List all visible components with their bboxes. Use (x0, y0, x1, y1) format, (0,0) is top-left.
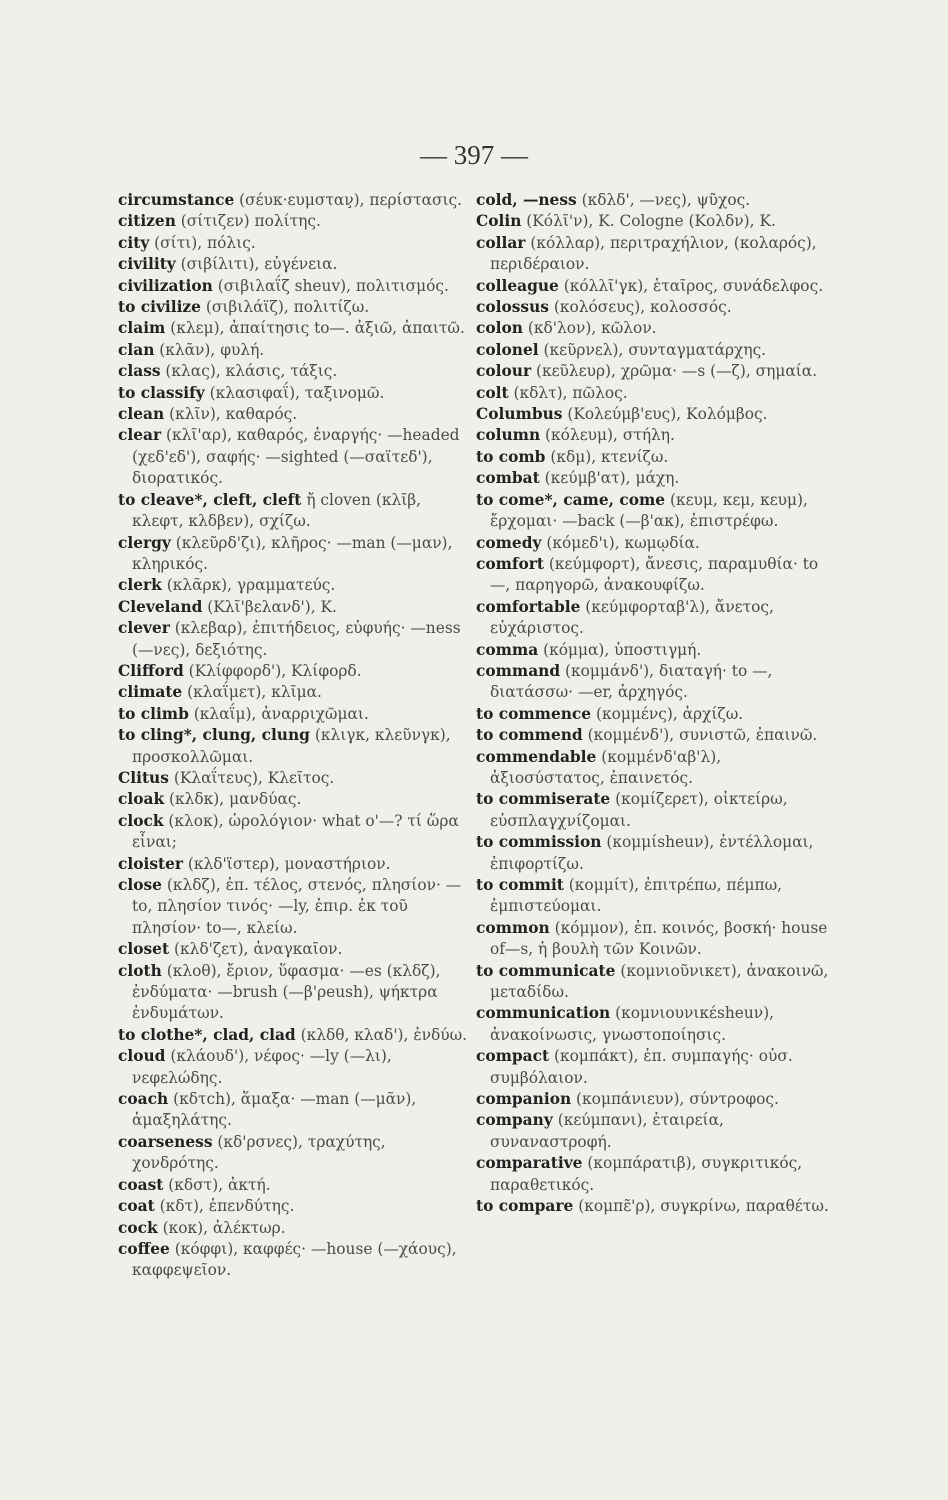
dictionary-entry (118, 1089, 474, 1132)
headword: companion (476, 1090, 572, 1109)
headword: cloth (118, 961, 162, 980)
headword: commendable (476, 747, 597, 766)
definition: (κλεβαρ), ἐπιτήδειος, εὐφυής· —ness (—νες), δεξιότης. (132, 619, 461, 659)
dictionary-entry (118, 425, 474, 489)
dictionary-entry (476, 533, 832, 554)
definition: (σέυκ·ευμσταν̧), περίστασις. (234, 191, 463, 209)
definition: (κεῦρνελ), συνταγματάρχης. (538, 340, 767, 359)
headword: company (476, 1111, 553, 1130)
headword: climate (118, 683, 183, 702)
headword: colossus (476, 298, 549, 317)
definition: (κομνιοῦνικετ), ἀνακοινῶ, μεταδίδω. (490, 961, 829, 1002)
headword: comfort (476, 554, 545, 573)
headword: citizen (118, 212, 176, 231)
headword: Cleveland (118, 597, 203, 616)
headword: colleague (476, 276, 559, 295)
headword: coarseness (118, 1132, 213, 1151)
definition: (κολόσευς), κολοσσός. (548, 298, 732, 317)
headword: civility (118, 255, 176, 274)
headword: collar (476, 233, 526, 252)
headword: compact (476, 1047, 550, 1066)
dictionary-entry (118, 1132, 474, 1175)
dictionary-entry (476, 832, 832, 875)
headword: to climb (118, 704, 189, 723)
dictionary-entry (476, 425, 832, 446)
definition: (κόμμα), ὑποστιγμή. (538, 640, 702, 659)
dictionary-entry (476, 1110, 832, 1153)
page-number: — 397 — (420, 140, 528, 170)
headword: to clothe*, clad, clad (118, 1025, 296, 1044)
definition: (κδ'λον), κῶλον. (522, 319, 657, 338)
dictionary-entry (476, 789, 832, 832)
headword: civilization (118, 276, 213, 295)
right-column (476, 190, 832, 1218)
headword: to commend (476, 726, 583, 745)
definition: (κεύμφορτ), ἄνεσις, παραμυθία· to—, παρηγορῶ, ἀνακουφίζω. (490, 554, 819, 595)
headword: class (118, 362, 161, 381)
dictionary-entry (118, 768, 474, 789)
definition: (κδστ), ἀκτή. (163, 1175, 271, 1194)
dictionary-entry (118, 276, 474, 297)
definition: (κλάουδ'), νέφος· —ly (—λι), νεφελώδης. (132, 1047, 392, 1087)
dictionary-entry (118, 961, 474, 1025)
dictionary-entry (476, 190, 832, 211)
headword: Clitus (118, 768, 169, 787)
headword: city (118, 233, 150, 252)
headword: comfortable (476, 597, 581, 616)
dictionary-entry (476, 340, 832, 361)
dictionary-entry (118, 254, 474, 275)
headword: to communicate (476, 961, 616, 980)
dictionary-entry (118, 1046, 474, 1089)
dictionary-entry (476, 1153, 832, 1196)
dictionary-entry (476, 383, 832, 404)
dictionary-entry (476, 661, 832, 704)
dictionary-entry (118, 618, 474, 661)
headword: communication (476, 1004, 611, 1023)
dictionary-entry (476, 747, 832, 790)
definition: (κλασιφαΐ), ταξινομῶ. (204, 383, 385, 402)
definition: (σιβιλαΐζ sheuv), πολιτισμός. (212, 276, 449, 295)
headword: Columbus (476, 405, 563, 424)
headword: to comb (476, 447, 546, 466)
headword: closet (118, 940, 170, 959)
dictionary-entry (118, 190, 474, 211)
definition: (κλδζ), ἐπ. τέλος, στενός, πλησίον· —to, πλησίον τινός· —ly, ἐπιρ. ἐκ τοῦ πλησίον· to—, κλείω. (132, 876, 462, 937)
dictionary-entry (476, 490, 832, 533)
headword: to classify (118, 383, 205, 402)
headword: common (476, 918, 550, 937)
headword: to cleave*, cleft, cleft (118, 490, 302, 509)
definition: (κλαΐμ), ἀναρριχῶμαι. (188, 704, 369, 723)
headword: colonel (476, 340, 539, 359)
definition: (κδτch), ἅμαξα· —man (—μᾶν), ἁμαξηλάτης. (132, 1090, 417, 1130)
definition: (κόλευμ), στήλη. (540, 426, 675, 445)
definition: (κόμεδ'ι), κωμῳδία. (541, 533, 700, 552)
headword: to commiserate (476, 790, 611, 809)
headword: claim (118, 319, 166, 338)
definition: (κλῖ'αρ), καθαρός, ἐναργής· —headed (χεδ'εδ'), σαφής· —sighted (—σαϊτεδ'), διορατικός. (132, 426, 460, 488)
dictionary-entry (476, 468, 832, 489)
dictionary-entry (476, 233, 832, 276)
definition: (κοκ), ἀλέκτωρ. (157, 1218, 286, 1237)
dictionary-entry (118, 1175, 474, 1196)
definition: (κδλδ', —νες), ψῦχος. (576, 191, 751, 209)
dictionary-entry (476, 725, 832, 746)
dictionary-entry (118, 575, 474, 596)
definition: (κεύμφορταβ'λ), ἄνετος, εὐχάριστος. (490, 597, 774, 638)
headword: comma (476, 640, 539, 659)
dictionary-entry (476, 1196, 832, 1217)
headword: command (476, 661, 561, 680)
headword: to commit (476, 876, 564, 894)
definition: (κλεμ), ἀπαίτησις to—. ἀξιῶ, ἀπαιτῶ. (165, 319, 465, 338)
definition: (Κολεύμβ'ευς), Κολόμβος. (562, 405, 768, 424)
dictionary-entry (118, 789, 474, 810)
definition: (Κλίφφορδ'), Κλίφορδ. (183, 661, 362, 680)
headword: to commence (476, 704, 592, 723)
definition: (κομμάνδ'), διαταγή· to —, διατάσσω· —er, ἀρχηγός. (490, 661, 773, 702)
headword: colon (476, 319, 523, 338)
headword: clergy (118, 533, 171, 552)
dictionary-entry (118, 211, 474, 232)
headword: comedy (476, 533, 542, 552)
dictionary-entry (118, 318, 474, 339)
definition: (κεῦλευρ), χρῶμα· —s (—ζ), σημαία. (531, 362, 818, 381)
dictionary-entry (118, 533, 474, 576)
definition: (κομνιουνικέsheuν), ἀνακοίνωσις, γνωστοποίησις. (490, 1004, 775, 1044)
headword: combat (476, 469, 540, 488)
definition: (κλδ'ϊστερ), μοναστήριον. (183, 854, 391, 873)
headword: coast (118, 1175, 164, 1194)
dictionary-entry (476, 961, 832, 1004)
definition: (κλας), κλάσις, τάξις. (160, 362, 338, 381)
headword: coat (118, 1197, 155, 1216)
dictionary-entry (118, 811, 474, 854)
dictionary-entry (476, 640, 832, 661)
dictionary-entry (118, 1196, 474, 1217)
dictionary-entry (476, 1089, 832, 1110)
definition: (κλδκ), μανδύας. (164, 790, 302, 809)
dictionary-entry (476, 1046, 832, 1089)
dictionary-entry (476, 361, 832, 382)
headword: clerk (118, 576, 162, 595)
definition: (κλδθ, κλαδ'), ἐνδύω. (295, 1025, 468, 1044)
dictionary-entry (118, 661, 474, 682)
headword: cloud (118, 1047, 166, 1066)
dictionary-entry (118, 340, 474, 361)
headword: coach (118, 1090, 169, 1109)
definition: (Κόλῖ'ν), Κ. Cologne (Κολδν), Κ. (521, 212, 776, 231)
definition: (σιβίλιτι), εὐγένεια. (175, 255, 338, 274)
headword: clear (118, 426, 162, 445)
definition: (κεύμπανι), ἑταιρεία, συναναστροφή. (490, 1111, 724, 1151)
headword: to come*, came, come (476, 490, 666, 509)
definition: (κλδ'ζετ), ἀναγκαῖον. (169, 940, 343, 959)
dictionary-entry (118, 404, 474, 425)
headword: cock (118, 1218, 158, 1237)
dictionary-entry (118, 939, 474, 960)
definition: (κλαΐμετ), κλῖμα. (182, 683, 322, 702)
dictionary-entry (476, 597, 832, 640)
headword: colt (476, 383, 509, 402)
definition: (κόλλαρ), περιτραχήλιον, (κολαρός), περιδέραιον. (490, 233, 817, 274)
dictionary-entry (118, 682, 474, 703)
definition: (κλῖν), καθαρός. (164, 405, 298, 424)
definition: (κευμ, κεμ, κευμ), ἔρχομαι· —back (—β'ακ), ἐπιστρέφω. (490, 490, 808, 531)
dictionary-entry (118, 490, 474, 533)
definition: (Κλῖ'βελανδ'), Κ. (202, 597, 337, 616)
definition: (κομίζερετ), οἰκτείρω, εὐσπλαγχνίζομαι. (490, 790, 788, 830)
dictionary-entry (476, 404, 832, 425)
headword: clan (118, 340, 155, 359)
definition: (κομμένδ'), συνιστῶ, ἐπαινῶ. (582, 726, 818, 745)
definition: (σίτι), πόλις. (149, 233, 256, 252)
dictionary-entry (118, 1218, 474, 1239)
definition: (κδ'ρσνες), τραχύτης, χονδρότης. (132, 1132, 386, 1173)
dictionary-entry (476, 318, 832, 339)
dictionary-entry (476, 704, 832, 725)
definition: (κομπάνιευν), σύντροφος. (571, 1090, 779, 1109)
headword: close (118, 876, 162, 894)
definition: (κόμμον), ἐπ. κοινός, βοσκή· house of—s, ἡ βουλὴ τῶν Κοινῶν. (490, 918, 828, 959)
headword: comparative (476, 1154, 583, 1173)
headword: to civilize (118, 298, 201, 317)
dictionary-entry (476, 554, 832, 597)
headword: clever (118, 619, 170, 638)
headword: cloister (118, 854, 184, 873)
dictionary-entry (118, 854, 474, 875)
definition: (κόφφι), καφφές· —house (—χάους), καφφεψεῖον. (132, 1239, 457, 1280)
dictionary-entry (476, 447, 832, 468)
headword: column (476, 426, 541, 445)
headword: to commission (476, 833, 602, 852)
definition: (κομμένδ'αβ'λ), ἀξιοσύστατος, ἐπαινετός. (490, 747, 722, 787)
dictionary-entry (476, 875, 832, 918)
definition: ἤ cloven (κλῖβ, κλεφτ, κλδβεν), σχίζω. (132, 490, 422, 531)
definition: (Κλαΐτευς), Κλεῖτος. (168, 768, 335, 787)
left-column (118, 190, 474, 1282)
definition: (κδλτ), πῶλος. (508, 383, 628, 402)
headword: cold, —ness (476, 191, 577, 209)
headword: Clifford (118, 661, 184, 680)
definition: (κδμ), κτενίζω. (545, 447, 669, 466)
definition: (κομμίτ), ἐπιτρέπω, πέμπω, ἐμπιστεύομαι. (490, 876, 783, 916)
dictionary-entry (118, 233, 474, 254)
definition: (σίτιζεν) πολίτης. (175, 212, 321, 231)
headword: colour (476, 362, 532, 381)
dictionary-entry (476, 297, 832, 318)
headword: clock (118, 811, 164, 830)
definition: (σιβιλάϊζ), πολιτίζω. (200, 298, 370, 317)
definition: (κομπάρατιβ), συγκριτικός, παραθετικός. (490, 1154, 803, 1194)
definition: (κλιγκ, κλεῦνγκ), προσκολλῶμαι. (132, 726, 451, 766)
definition: (κομπάκτ), ἐπ. συμπαγής· οὐσ. συμβόλαιον. (490, 1047, 793, 1087)
definition: (κλοκ), ὡρολόγιον· what o'—? τί ὥρα εἶναι; (132, 811, 459, 852)
definition: (κλᾶρκ), γραμματεύς. (161, 576, 336, 595)
dictionary-entry (476, 918, 832, 961)
definition: (κδτ), ἐπενδύτης. (154, 1197, 295, 1216)
headword: clean (118, 405, 165, 424)
dictionary-entry (476, 276, 832, 297)
headword: circumstance (118, 191, 235, 209)
dictionary-entry (118, 725, 474, 768)
definition: (κλοθ), ἔριον, ὕφασμα· —es (κλδζ), ἐνδύματα· —brush (—β'ρeush), ψήκτρα ἐνδυμάτων. (132, 961, 441, 1023)
dictionary-entry (118, 875, 474, 939)
dictionary-entry (118, 597, 474, 618)
definition: (κομμίsheuν), ἐντέλλομαι, ἐπιφορτίζω. (490, 833, 814, 873)
headword: to cling*, clung, clung (118, 726, 310, 745)
headword: to compare (476, 1197, 574, 1216)
dictionary-entry (476, 1003, 832, 1046)
definition: (κόλλῖ'γκ), ἑταῖρος, συνάδελφος. (558, 276, 824, 295)
headword: cloak (118, 790, 165, 809)
dictionary-entry (118, 704, 474, 725)
definition: (κλᾶν), φυλή. (154, 340, 265, 359)
definition: (κλεῦρδ'ζι), κλῆρος· —man (—μαν), κληρικός. (132, 533, 453, 573)
dictionary-entry (118, 297, 474, 318)
headword: coffee (118, 1239, 170, 1258)
dictionary-entry (118, 383, 474, 404)
definition: (κεύμβ'ατ), μάχη. (539, 469, 680, 488)
dictionary-entry (118, 1025, 474, 1046)
dictionary-entry (118, 361, 474, 382)
headword: Colin (476, 212, 522, 231)
dictionary-entry (476, 211, 832, 232)
definition: (κομμένς), ἀρχίζω. (591, 704, 744, 723)
dictionary-entry (118, 1239, 474, 1282)
definition: (κομπε̃'ρ), συγκρίνω, παραθέτω. (573, 1197, 829, 1216)
